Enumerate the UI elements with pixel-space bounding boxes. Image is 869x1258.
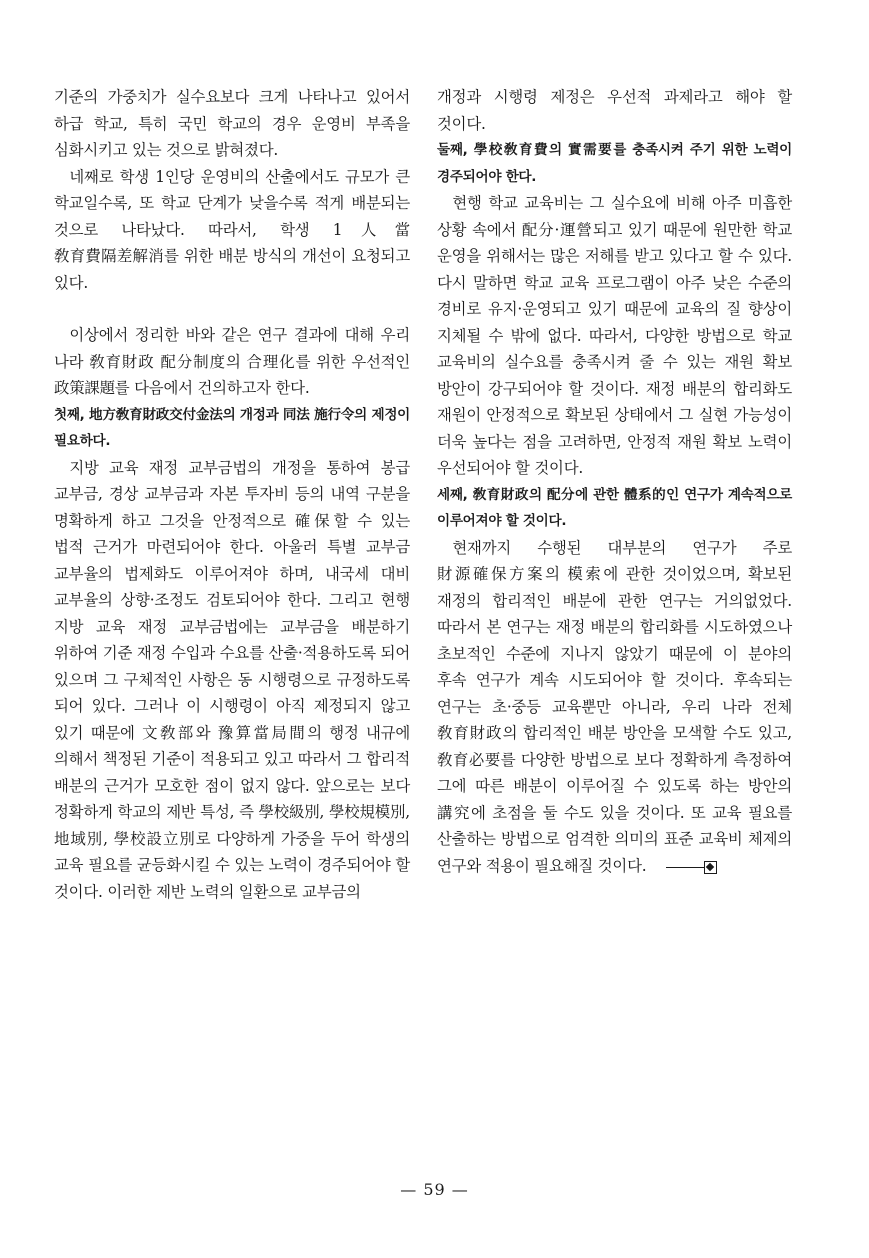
section-heading-third: 세째, 敎育財政의 配分에 관한 體系的인 연구가 계속적으로 이루어져야 할 것이다. xyxy=(437,486,792,529)
left-paragraph-4: 지방 교육 재정 교부금법의 개정을 통하여 봉급 교부금, 경상 교부금과 자본 투자비 등의 내역 구분을 명확하게 하고 그것을 안정적으로 確保할 수 있는 법적 근거가 마련되어야 한다. 아울러 특별 교부금 교부율의 법제화도 이루어져야 하며, 내국세 대비 교부율의 상향·조정도 검토되어야 한다. 그리고 현행 지방 교육 재정 교부금법에는 교부금을 배분하기 위하여 기준 재정 수입과 수요를 산출·적용하도록 되어 있으며 그 구체적인 사항은 동 시행령으로 규정하도록 되어 있다. 그러나 이 시행령이 아직 제정되지 않고 있기 때문에 文敎部와 豫算當局間의 행정 내규에 의해서 책정된 기준이 적용되고 있고 따라서 그 합리적 배분의 근거가 모호한 점이 없지 않다. 앞으로는 보다 정확하게 학교의 제반 특성, 즉 學校級別, 學校規模別, 地域別, 學校設立別로 다양하게 가중을 두어 학생의 교육 필요를 균등화시킬 수 있는 노력이 경주되어야 할 것이다. 이러한 제반 노력의 일환으로 교부금의 xyxy=(54,458,410,901)
section-heading-second: 둘째, 學校敎育費의 實需要를 충족시켜 주기 위한 노력이 경주되어야 한다. xyxy=(437,142,792,185)
left-paragraph-3: 이상에서 정리한 바와 같은 연구 결과에 대해 우리 나라 敎育財政 配分制度의 合理化를 위한 우선적인 政策課題를 다음에서 건의하고자 한다. xyxy=(54,326,410,397)
left-column xyxy=(54,84,410,905)
left-paragraph-1: 기준의 가중치가 실수요보다 크게 나타나고 있어서 하급 학교, 특히 국민 학교의 경우 운영비 부족을 심화시키고 있는 것으로 밝혀졌다. xyxy=(54,88,410,159)
right-paragraph-1: 개정과 시행령 제정은 우선적 과제라고 해야 할 것이다. xyxy=(437,88,792,133)
right-column xyxy=(437,84,792,880)
section-heading-first: 첫째, 地方敎育財政交付金法의 개정과 同法 施行令의 제정이 필요하다. xyxy=(54,406,410,449)
right-paragraph-2: 현행 학교 교육비는 그 실수요에 비해 아주 미흡한 상황 속에서 配分·運營되고 있기 때문에 원만한 학교 운영을 위해서는 많은 저해를 받고 있다고 할 수 있다. 다시 말하면 학교 교육 프로그램이 아주 낮은 수준의 경비로 유지·운영되고 있기 때문에 교육의 질 향상이 지체될 수 밖에 없다. 따라서, 다양한 방법으로 학교 교육비의 실수요를 충족시켜 줄 수 있는 재원 확보 방안이 강구되어야 할 것이다. 재정 배분의 합리화도 재원이 안정적으로 확보된 상태에서 그 실현 가능성이 더욱 높다는 점을 고려하면, 안정적 재원 확보 노력이 우선되어야 할 것이다. xyxy=(437,194,792,477)
right-paragraph-3-text: 현재까지 수행된 대부분의 연구가 주로 財源確保方案의 模索에 관한 것이었으며, 확보된 재정의 합리적인 배분에 관한 연구는 거의없었다. 따라서 본 연구는 재정 배분의 합리화를 시도하였으나 초보적인 수준에 지나지 않았기 때문에 이 분야의 후속 연구가 계속 시도되어야 할 것이다. 후속되는 연구는 초·중등 교육뿐만 아니라, 우리 나라 전체 敎育財政의 합리적인 배분 방안을 모색할 수도 있고, 敎育必要를 다양한 방법으로 보다 정확하게 측정하여 그에 따른 배분이 이루어질 수 있도록 하는 방안의 講究에 초점을 둘 수도 있을 것이다. 또 교육 필요를 산출하는 방법으로 엄격한 의미의 표준 교육비 체제의 연구와 적용이 필요해질 것이다. xyxy=(437,538,792,875)
end-mark-icon xyxy=(650,853,716,880)
left-paragraph-2: 네째로 학생 1인당 운영비의 산출에서도 규모가 큰 학교일수록, 또 학교 단계가 낮을수록 적게 배분되는 것으로 나타났다. 따라서, 학생 1人當 敎育費隔差解消를 위한 배분 방식의 개선이 요청되고 있다. xyxy=(54,167,410,292)
right-paragraph-3 xyxy=(437,535,792,880)
page-number: — 59 — xyxy=(400,1180,469,1199)
